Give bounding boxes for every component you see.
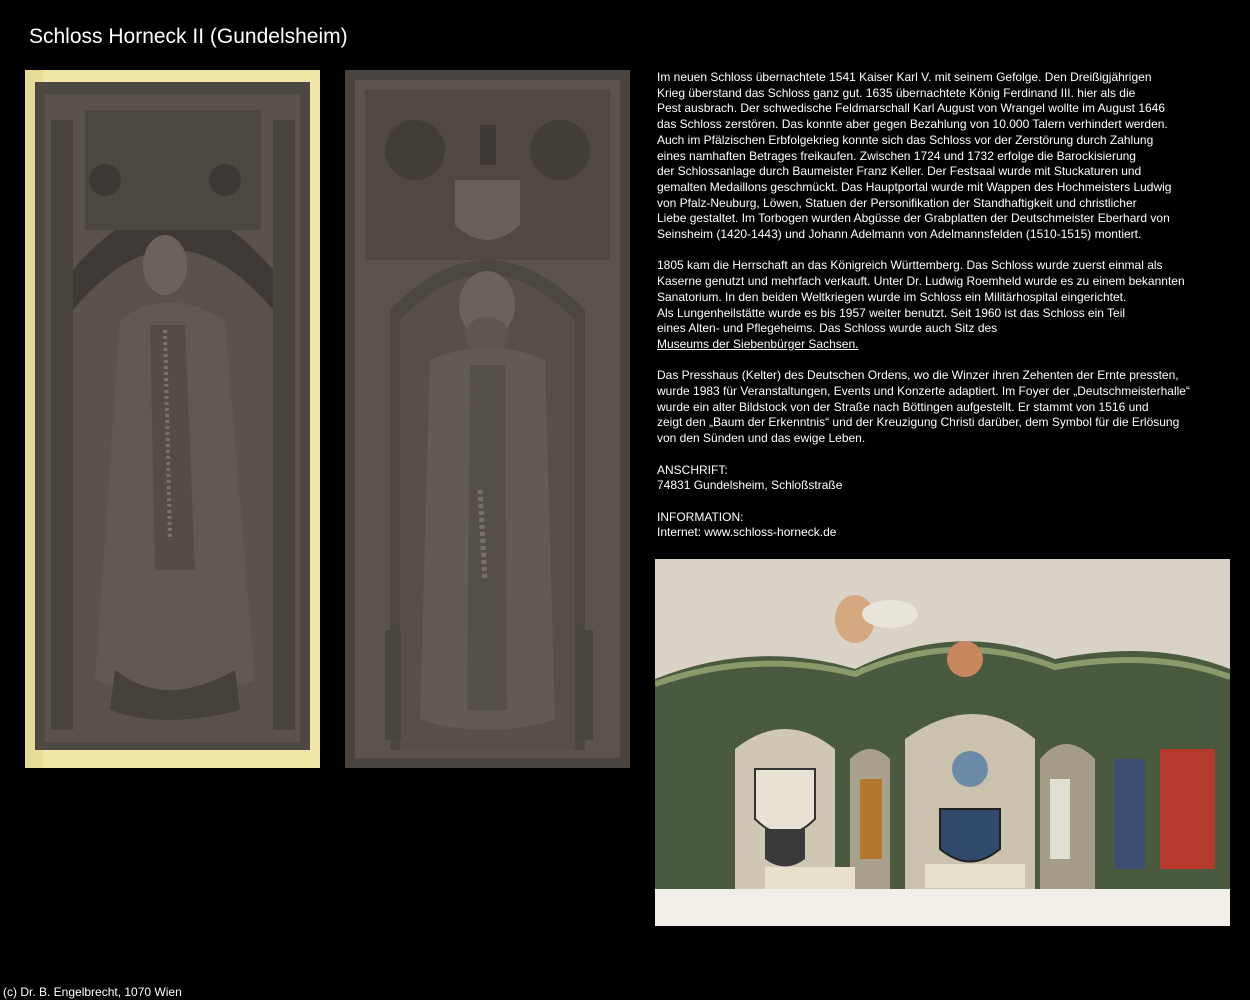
tomb-slab-middle-image — [345, 70, 630, 768]
address-value: 74831 Gundelsheim, Schloßstraße — [657, 478, 843, 493]
history-paragraph-2-text: 1805 kam die Herrschaft an das Königreich Württemberg. Das Schloss wurde zuerst einmal als Kaserne genutzt und mehrfach verkauft. Unter Dr. Ludwig Roemheld wurde es zu einem bekannten Sanatorium. In den beiden Weltkriegen wurde im Schloss ein Militärhospital eingerichtet. Als Lungenheilstätte wurde es bis 1957 weiter benutzt. Seit 1960 ist das Schloss ein Teil eines Alten- und Pflegeheims. Das Schloss wurde auch Sitz des — [657, 258, 1185, 336]
information-website: Internet: www.schloss-horneck.de — [657, 525, 837, 540]
history-paragraph-3: Das Presshaus (Kelter) des Deutschen Ordens, wo die Winzer ihren Zehenten der Ernte pressten, wurde 1983 für Veranstaltungen, Events und Konzerte adaptiert. Im Foyer der „Deutschmeisterhalle“ wurde ein alter Bildstock von der Straße nach Böttingen aufgestellt. Er stammt von 1516 und zeigt den „Baum der Erkenntnis“ und der Kreuzigung Christi darüber, dem Symbol für die Erlösung von den Sünden und das ewige Leben. — [657, 368, 1190, 446]
information-block — [657, 510, 1217, 541]
page-title: Schloss Horneck II (Gundelsheim) — [29, 25, 348, 48]
history-paragraph-2 — [657, 258, 1217, 352]
copyright-footer: (c) Dr. B. Engelbrecht, 1070 Wien — [3, 985, 182, 999]
address-block — [657, 463, 1217, 494]
museum-link[interactable]: Museums der Siebenbürger Sachsen. — [657, 336, 859, 351]
fresco-photo — [655, 559, 1230, 926]
description-column — [657, 70, 1217, 557]
tomb-slab-left-image — [25, 70, 320, 768]
tomb-slab-middle-photo — [345, 70, 630, 768]
address-label: ANSCHRIFT: — [657, 462, 728, 477]
information-label: INFORMATION: — [657, 509, 744, 524]
fresco-image — [655, 559, 1230, 926]
history-paragraph-1: Im neuen Schloss übernachtete 1541 Kaiser Karl V. mit seinem Gefolge. Den Dreißigjährigen Krieg überstand das Schloss ganz gut. 1635 übernachtete König Ferdinand III. hier als die Pest ausbrach. Der schwedische Feldmarschall Karl August von Wrangel wollte im August 1646 das Schloss zerstören. Das konnte aber gegen Bezahlung von 10.000 Talern verhindert werden. Auch im Pfälzischen Erbfolgekrieg konnte sich das Schloss vor der Zerstörung durch Zahlung eines namhaften Betrages freikaufen. Zwischen 1724 und 1732 erfolge die Barockisierung der Schlossanlage durch Baumeister Franz Keller. Der Festsaal wurde mit Stuckaturen und gemalten Medaillons geschmückt. Das Hauptportal wurde mit Wappen des Hochmeisters Ludwig von Pfalz-Neuburg, Löwen, Statuen der Personifikation der Standhaftigkeit und christlicher Liebe gestaltet. Im Torbogen wurden Abgüsse der Grabplatten der Deutschmeister Eberhard von Seinsheim (1420-1443) und Johann Adelmann von Adelmannsfelden (1510-1515) montiert. — [657, 70, 1172, 242]
tomb-slab-left-photo — [25, 70, 320, 768]
